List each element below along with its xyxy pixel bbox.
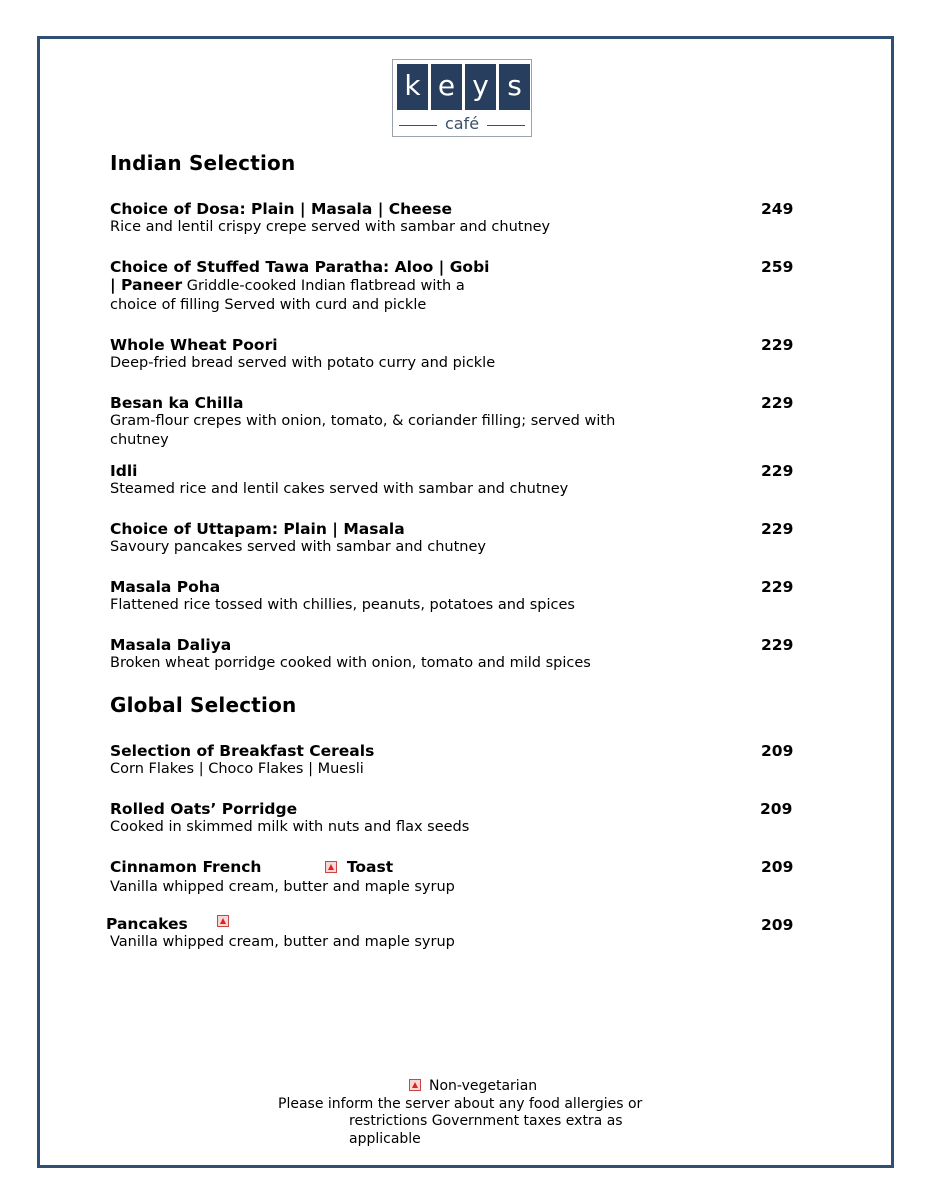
item-price: 249 <box>761 200 794 218</box>
legend-label: Non-vegetarian <box>429 1078 538 1094</box>
menu-item-chilla <box>110 394 650 450</box>
footer-note-line3: applicable <box>349 1131 421 1147</box>
footer-note-line1: Please inform the server about any food allergies or <box>278 1096 643 1112</box>
item-name: Rolled Oats’ Porridge <box>110 800 298 818</box>
item-price: 209 <box>760 800 793 818</box>
item-description: Gram-flour crepes with onion, tomato, & coriander filling; served with chutney <box>110 413 616 448</box>
item-name-continued: Toast <box>346 858 394 876</box>
menu-item-idli <box>110 462 800 499</box>
non-veg-legend <box>409 1077 537 1095</box>
item-description: Rice and lentil crispy crepe served with sambar and chutney <box>110 219 551 235</box>
item-price: 259 <box>761 258 794 276</box>
item-name: Cinnamon French <box>110 858 262 876</box>
item-description: Steamed rice and lentil cakes served with sambar and chutney <box>110 481 569 497</box>
item-price: 229 <box>761 336 794 354</box>
logo-letter: e <box>431 64 462 110</box>
logo-letter: y <box>465 64 496 110</box>
logo-letter: s <box>499 64 530 110</box>
menu-item-poori <box>110 336 800 373</box>
item-description: Cooked in skimmed milk with nuts and flax seeds <box>110 819 470 835</box>
item-description: Corn Flakes | Choco Flakes | Muesli <box>110 761 364 777</box>
item-price: 209 <box>761 858 794 876</box>
logo-letter: k <box>397 64 428 110</box>
section-title-indian: Indian Selection <box>110 151 296 175</box>
item-description: Vanilla whipped cream, butter and maple syrup <box>110 879 455 895</box>
section-title-global: Global Selection <box>110 693 297 717</box>
item-price: 229 <box>761 394 794 412</box>
menu-item-cereals <box>110 742 800 779</box>
item-price: 229 <box>761 578 794 596</box>
item-description: Deep-fried bread served with potato curry and pickle <box>110 355 496 371</box>
item-name: Choice of Uttapam: Plain | Masala <box>110 520 405 538</box>
item-name: Whole Wheat Poori <box>110 336 278 354</box>
menu-item-paratha <box>110 258 800 315</box>
item-name: Besan ka Chilla <box>110 394 244 412</box>
item-description: choice of filling Served with curd and pickle <box>110 297 427 313</box>
item-name: Masala Poha <box>110 578 221 596</box>
menu-item-porridge <box>110 800 800 837</box>
item-name: Selection of Breakfast Cereals <box>110 742 375 760</box>
menu-item-uttapam <box>110 520 800 557</box>
item-price: 229 <box>761 520 794 538</box>
item-description: Savoury pancakes served with sambar and chutney <box>110 539 486 555</box>
item-name: Masala Daliya <box>110 636 232 654</box>
item-description: Broken wheat porridge cooked with onion, tomato and mild spices <box>110 655 591 671</box>
logo-subtitle: café <box>444 114 480 133</box>
item-description: Flattened rice tossed with chillies, peanuts, potatoes and spices <box>110 597 575 613</box>
item-name: Idli <box>110 462 138 480</box>
item-price: 229 <box>761 462 794 480</box>
menu-item-pancakes <box>106 915 796 952</box>
menu-item-french-toast <box>110 858 800 897</box>
item-description-inline: Griddle-cooked Indian flatbread with a <box>182 278 465 294</box>
item-price: 229 <box>761 636 794 654</box>
menu-item-poha <box>110 578 800 615</box>
item-price: 209 <box>761 916 794 934</box>
menu-item-dosa <box>110 200 800 237</box>
non-veg-icon <box>217 915 229 927</box>
item-name-continued: | Paneer <box>110 276 183 294</box>
non-veg-icon <box>409 1079 421 1091</box>
menu-item-daliya <box>110 636 800 673</box>
item-name: Choice of Dosa: Plain | Masala | Cheese <box>110 200 452 218</box>
item-description: Vanilla whipped cream, butter and maple syrup <box>110 934 455 950</box>
footer-note-line2: restrictions Government taxes extra as <box>349 1113 623 1129</box>
item-price: 209 <box>761 742 794 760</box>
item-name: Choice of Stuffed Tawa Paratha: Aloo | Gobi <box>110 258 490 276</box>
non-veg-icon <box>325 861 337 873</box>
keys-cafe-logo <box>392 59 532 137</box>
item-name: Pancakes <box>106 915 188 933</box>
